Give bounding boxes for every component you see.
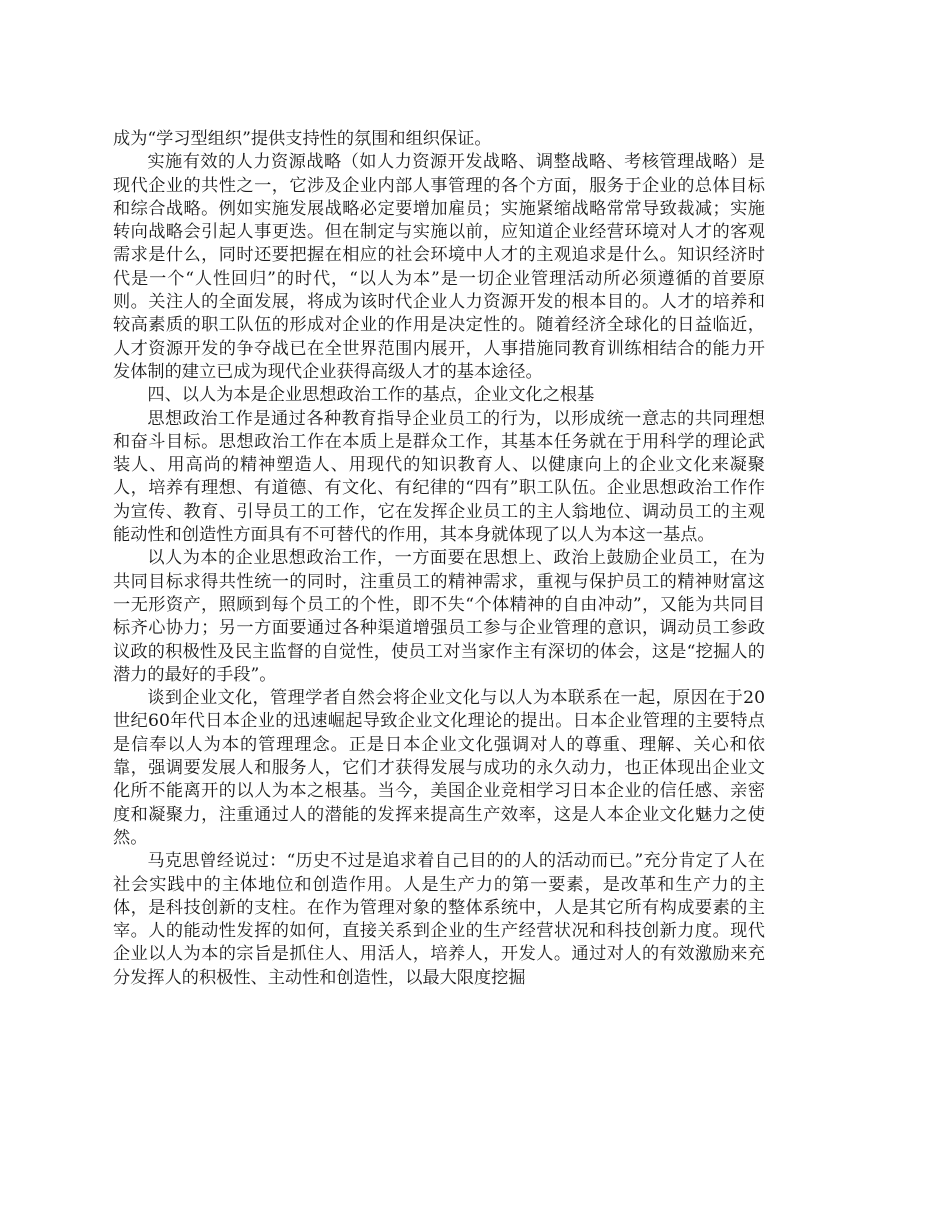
paragraph-political-work: 思想政治工作是通过各种教育指导企业员工的行为，以形成统一意志的共同理想和奋斗目标。思想政治工作在本质上是群众工作，其基本任务就在于用科学的理论武装人、用高尚的精神塑造人、用现代的知识教育人、以健康向上的企业文化来凝聚人，培养有理想、有道德、有文化、有纪律的“四有”职工队伍。企业思想政治工作作为宣传、教育、引导员工的工作，它在发挥企业员工的主人翁地位、调动员工的主观能动性和创造性方面具有不可替代的作用，其本身就体现了以人为本这一基点。	[113, 408, 765, 546]
paragraph-people-oriented-work: 以人为本的企业思想政治工作，一方面要在思想上、政治上鼓励企业员工，在为共同目标求得共性统一的同时，注重员工的精神需求，重视与保护员工的精神财富这一无形资产，照顾到每个员工的个性，即不失“个体精神的自由冲动”，又能为共同目标齐心协力；另一方面要通过各种渠道增强员工参与企业管理的意识，调动员工参政议政的积极性及民主监督的自觉性，使员工对当家作主有深切的体会，这是“挖掘人的潜力的最好的手段”。	[113, 548, 765, 685]
section-heading: 四、以人为本是企业思想政治工作的基点，企业文化之根基	[147, 385, 595, 406]
paragraph-hr-strategy: 实施有效的人力资源战略（如人力资源开发战略、调整战略、考核管理战略）是现代企业的共性之一，它涉及企业内部人事管理的各个方面，服务于企业的总体目标和综合战略。例如实施发展战略必定要增加雇员；实施紧缩战略常常导致裁减；实施转向战略会引起人事更迭。但在制定与实施以前，应知道企业经营环境对人才的客观需求是什么，同时还要把握在相应的社会环境中人才的主观追求是什么。知识经济时代是一个“人性回归”的时代，“以人为本”是一切企业管理活动所必须遵循的首要原则。关注人的全面发展，将成为该时代企业人力资源开发的根本目的。人才的培养和较高素质的职工队伍的形成对企业的作用是决定性的。随着经济全球化的日益临近，人才资源开发的争夺战已在全世界范围内展开，人事措施同教育训练相结合的能力开发体制的建立已成为现代企业获得高级人才的基本途径。	[113, 152, 765, 382]
paragraph-continuation: 成为“学习型组织”提供支持性的氛围和组织保证。	[113, 129, 492, 149]
document-page	[113, 128, 765, 990]
paragraph-corporate-culture: 谈到企业文化，管理学者自然会将企业文化与以人为本联系在一起，原因在于20世纪60年代日本企业的迅速崛起导致企业文化理论的提出。日本企业管理的主要特点是信奉以人为本的管理理念。正是日本企业文化强调对人的尊重、理解、关心和依靠，强调要发展人和服务人，它们才获得发展与成功的永久动力，也正体现出企业文化所不能离开的以人为本之根基。当今，美国企业竞相学习日本企业的信任感、亲密度和凝聚力，注重通过人的潜能的发挥来提高生产效率，这是人本企业文化魅力之使然。	[113, 688, 765, 848]
paragraph-marx-quote: 马克思曾经说过：“历史不过是追求着自己目的的人的活动而已。”充分肯定了人在社会实践中的主体地位和创造作用。人是生产力的第一要素，是改革和生产力的主体，是科技创新的支柱。在作为管理对象的整体系统中，人是其它所有构成要素的主宰。人的能动性发挥的如何，直接关系到企业的生产经营状况和科技创新力度。现代企业以人为本的宗旨是抓住人、用活人，培养人，开发人。通过对人的有效激励来充分发挥人的积极性、主动性和创造性，以最大限度挖掘	[113, 851, 765, 988]
